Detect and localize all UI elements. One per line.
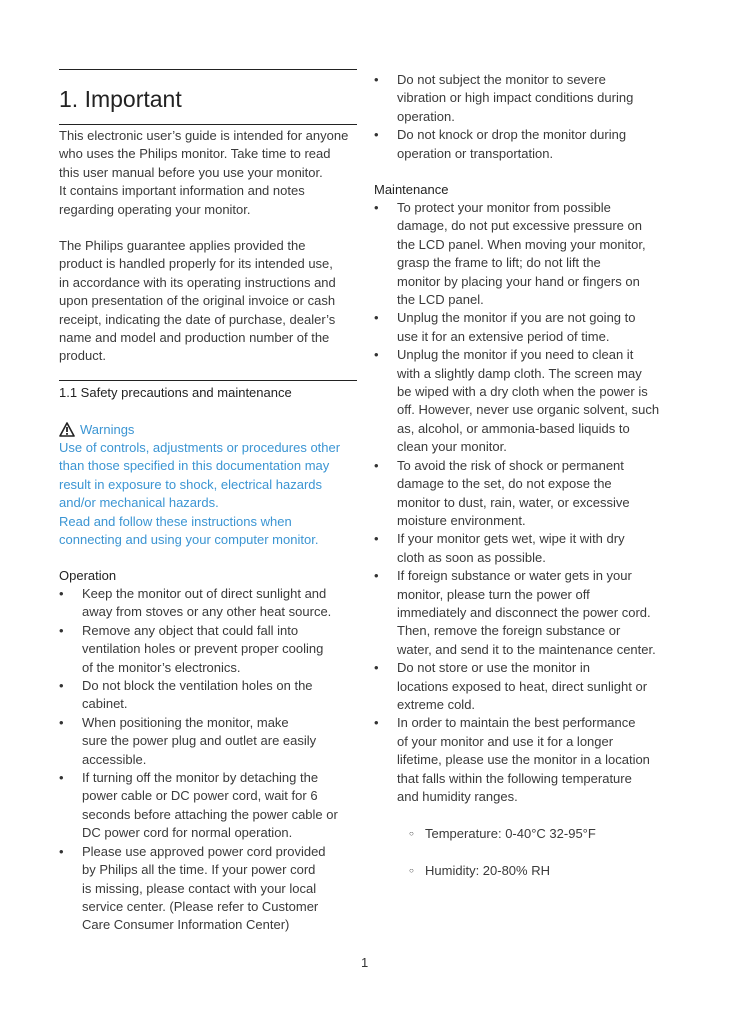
warnings-text: Use of controls, adjustments or procedures other than those specified in this documentation may result in exposure to shock, electrical hazards and/or mechanical hazards. Read and follow these instructions when connecting and using your computer monitor.: [59, 440, 341, 548]
warnings-title: Warnings: [80, 422, 135, 437]
operation-list-continued: [374, 71, 674, 163]
sub-list-item: ○ Humidity: 20-80% RH: [397, 862, 674, 880]
list-item: • When positioning the monitor, make sure the power plug and outlet are easily accessible.: [59, 714, 359, 769]
operation-heading: Operation: [59, 568, 117, 583]
list-item: • Do not store or use the monitor in locations exposed to heat, direct sunlight or extreme cold.: [374, 659, 674, 714]
operation-list: [59, 585, 359, 935]
warning-triangle-icon: [59, 422, 75, 437]
list-item: • Do not knock or drop the monitor during operation or transportation.: [374, 126, 674, 163]
list-item: • Please use approved power cord provided by Philips all the time. If your power cord is missing, please contact with your local service center. (Please refer to Customer Care Consumer Information Center): [59, 843, 359, 935]
maintenance-list: [374, 199, 674, 898]
list-item: • To avoid the risk of shock or permanent damage to the set, do not expose the monitor to dust, rain, water, or excessive moisture environment.: [374, 457, 674, 531]
list-item: • Unplug the monitor if you need to clean it with a slightly damp cloth. The screen may be wiped with a dry cloth when the power is off. However, never use organic solvent, such as, alcohol, or ammonia-based liquids to clean your monitor.: [374, 346, 674, 456]
title-bottom-rule: [59, 124, 357, 125]
list-item: • If foreign substance or water gets in your monitor, please turn the power off immediately and disconnect the power cord. Then, remove the foreign substance or water, and send it to the maintenance center.: [374, 567, 674, 659]
subsection-rule: [59, 380, 357, 381]
intro-paragraph-2: The Philips guarantee applies provided the product is handled properly for its intended use, in accordance with its operating instructions and upon presentation of the original invoice or cash receipt, indicating the date of purchase, dealer’s name and model and production number of the product.: [59, 238, 336, 364]
maintenance-heading: Maintenance: [374, 182, 449, 197]
page-number: 1: [361, 955, 369, 970]
list-item: • If your monitor gets wet, wipe it with dry cloth as soon as possible.: [374, 530, 674, 567]
sub-list-item: ○ Temperature: 0-40°C 32-95°F: [397, 825, 674, 843]
subsection-title: 1.1 Safety precautions and maintenance: [59, 385, 292, 400]
list-item: • If turning off the monitor by detaching the power cable or DC power cord, wait for 6 seconds before attaching the power cable or DC power cord for normal operation.: [59, 769, 359, 843]
list-item-text: In order to maintain the best performance of your monitor and use it for a longer lifetime, please use the monitor in a location that falls within the following temperature and humidity ranges.: [397, 715, 650, 804]
page-title: 1. Important: [59, 86, 182, 112]
sub-list: [397, 806, 674, 898]
list-item: • Remove any object that could fall into ventilation holes or prevent proper cooling of the monitor’s electronics.: [59, 622, 359, 677]
title-top-rule: [59, 69, 357, 70]
list-item: • Do not subject the monitor to severe vibration or high impact conditions during operation.: [374, 71, 674, 126]
list-item: • Keep the monitor out of direct sunlight and away from stoves or any other heat source.: [59, 585, 359, 622]
warnings-heading: [59, 421, 134, 439]
list-item: [374, 714, 674, 898]
list-item: • To protect your monitor from possible damage, do not put excessive pressure on the LCD panel. When moving your monitor, grasp the frame to lift; do not lift the monitor by placing your hand or fingers on the LCD panel.: [374, 199, 674, 309]
list-item: • Unplug the monitor if you are not going to use it for an extensive period of time.: [374, 309, 674, 346]
list-item: • Do not block the ventilation holes on the cabinet.: [59, 677, 359, 714]
intro-paragraph-1: This electronic user’s guide is intended for anyone who uses the Philips monitor. Take time to read this user manual before you use your monitor. It contains important information and notes regarding operating your monitor.: [59, 128, 349, 217]
